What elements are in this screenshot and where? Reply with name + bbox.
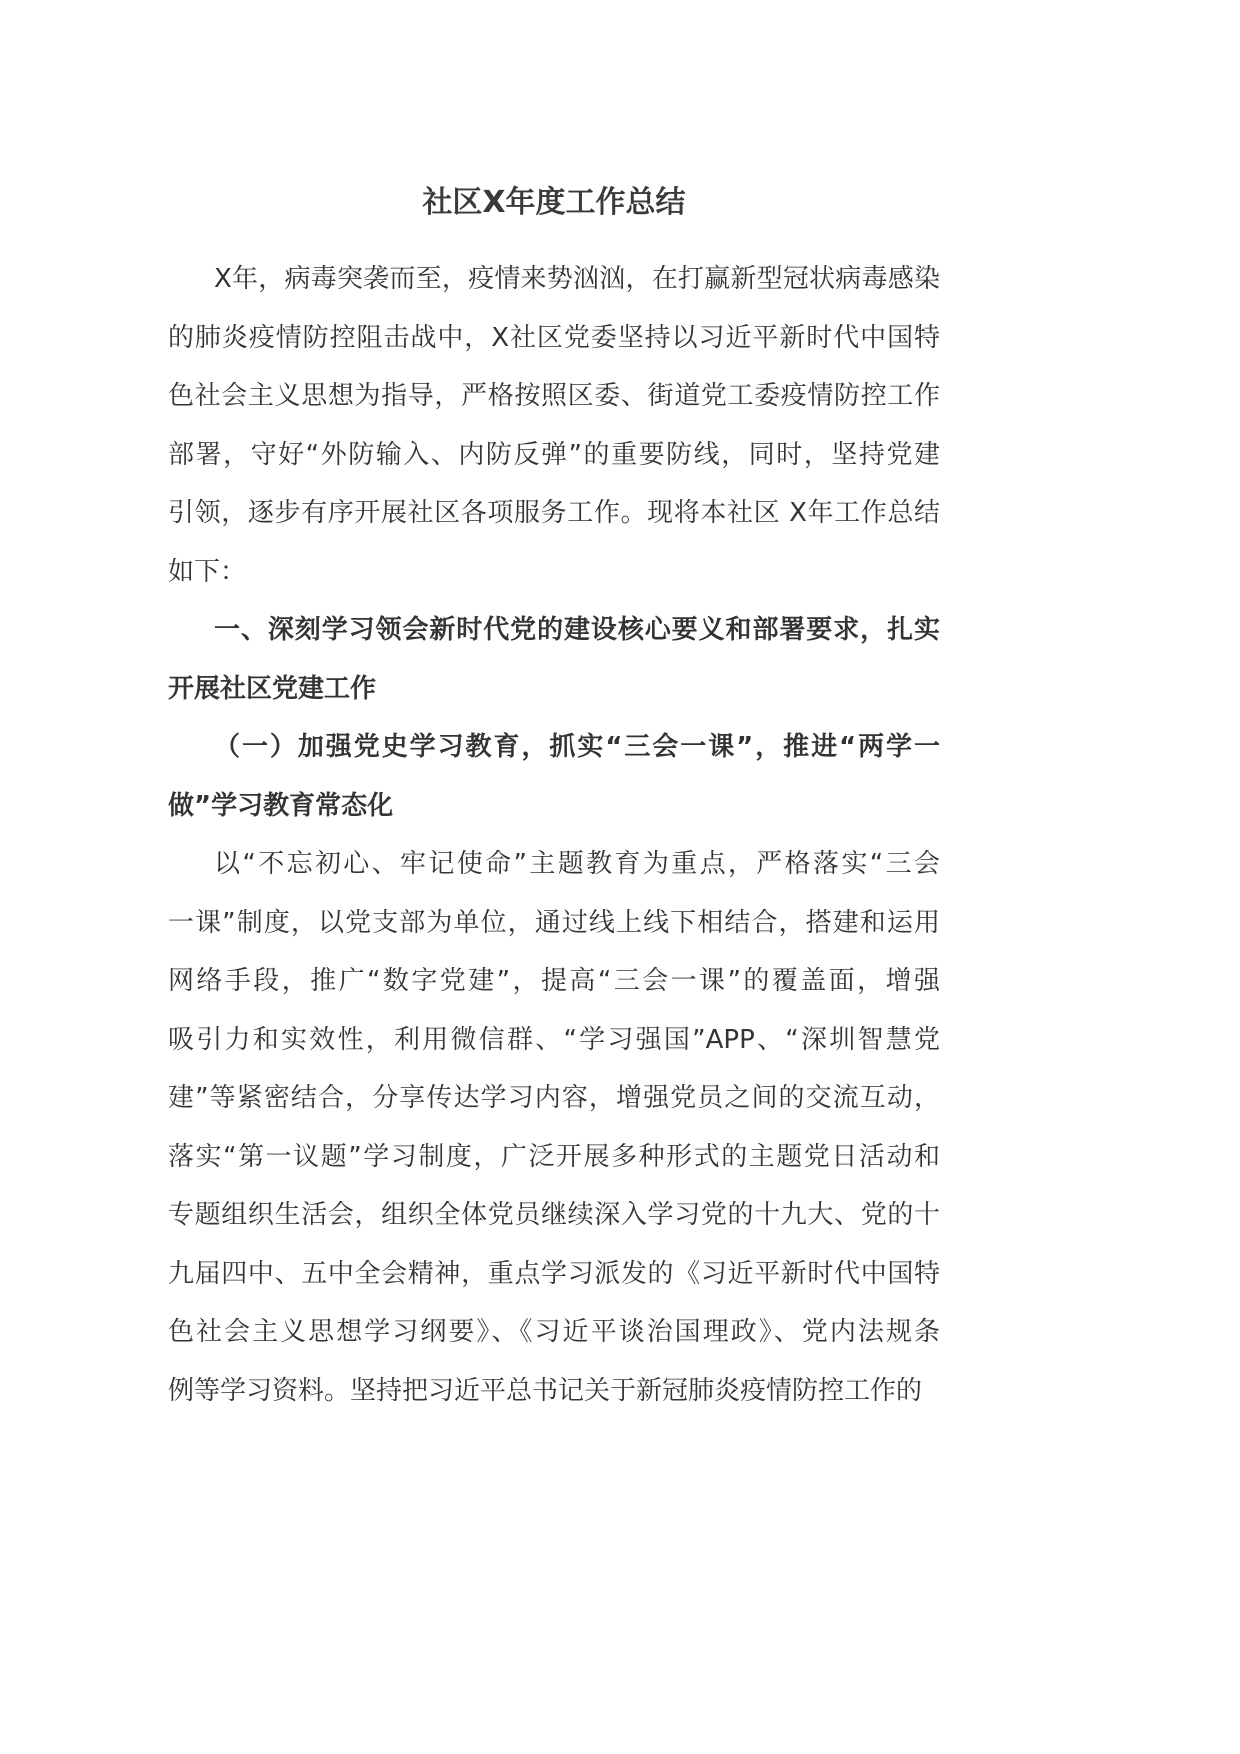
subsection-heading <box>168 718 940 835</box>
text-line: 开展社区党建工作 <box>168 673 377 704</box>
text-line: 做”学习教育常态化 <box>168 790 394 821</box>
text-line: 吸引力和实效性，利用微信群、“学习强国”APP、“深圳智慧党 <box>168 1024 940 1055</box>
text-line: 网络手段，推广“数字党建”，提高“三会一课”的覆盖面，增强 <box>168 966 940 996</box>
paragraph <box>168 250 940 601</box>
text-line: 色社会主义思想学习纲要》、《习近平谈治国理政》、党内法规条 <box>168 1317 940 1347</box>
text-line: 专题组织生活会，组织全体党员继续深入学习党的十九大、党的十 <box>168 1200 940 1230</box>
paragraph <box>168 835 940 1420</box>
text-line: 如下： <box>168 556 247 587</box>
text-line: 一课”制度，以党支部为单位，通过线上线下相结合，搭建和运用 <box>168 907 940 938</box>
text-line: 例等学习资料。坚持把习近平总书记关于新冠肺炎疫情防控工作的 <box>168 1375 923 1406</box>
text-line: 色社会主义思想为指导，严格按照区委、街道党工委疫情防控工作 <box>168 381 940 411</box>
text-line: 的肺炎疫情防控阻击战中，X社区党委坚持以习近平新时代中国特 <box>168 322 940 353</box>
document-title: 社区X年度工作总结 <box>422 185 686 220</box>
text-line: 一、深刻学习领会新时代党的建设核心要义和部署要求，扎实 <box>214 615 940 645</box>
text-line: 部署，守好“外防输入、内防反弹”的重要防线，同时，坚持党建 <box>168 439 940 470</box>
text-line: 建”等紧密结合，分享传达学习内容，增强党员之间的交流互动， <box>168 1083 940 1113</box>
text-line: 九届四中、五中全会精神，重点学习派发的《习近平新时代中国特 <box>168 1258 940 1289</box>
text-line: X年，病毒突袭而至，疫情来势汹汹，在打赢新型冠状病毒感染 <box>214 264 940 294</box>
document-page <box>168 180 940 1420</box>
text-line: 落实“第一议题”学习制度，广泛开展多种形式的主题党日活动和 <box>168 1141 940 1172</box>
text-line: （一）加强党史学习教育，抓实“三会一课”，推进“两学一 <box>214 732 940 762</box>
document-body <box>168 250 940 1420</box>
text-line: 以“不忘初心、牢记使命”主题教育为重点，严格落实“三会 <box>214 849 940 879</box>
text-line: 引领，逐步有序开展社区各项服务工作。现将本社区 X年工作总结 <box>168 498 940 528</box>
section-heading <box>168 601 940 718</box>
